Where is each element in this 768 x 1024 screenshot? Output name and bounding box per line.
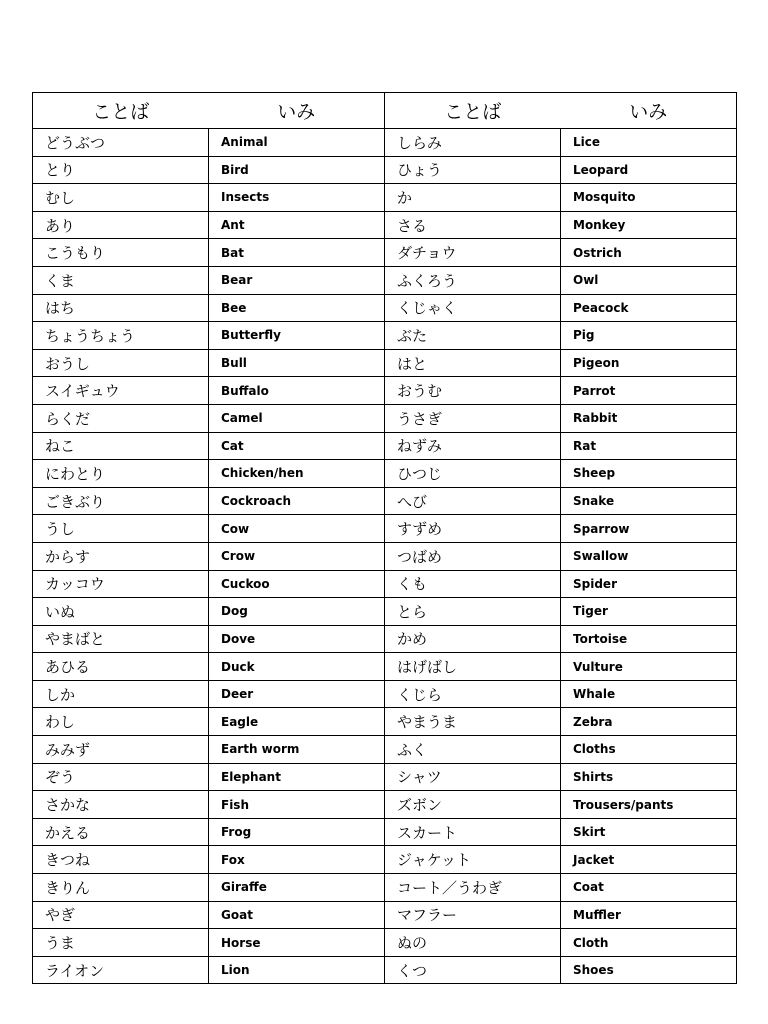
english-meaning: Duck: [209, 653, 385, 681]
english-meaning: Dog: [209, 598, 385, 626]
english-meaning: Cuckoo: [209, 570, 385, 598]
table-row: [33, 432, 737, 460]
japanese-word: しか: [33, 680, 209, 708]
japanese-word: あり: [33, 211, 209, 239]
english-meaning: Animal: [209, 129, 385, 157]
english-meaning: Bat: [209, 239, 385, 267]
vocabulary-table: [32, 92, 737, 984]
japanese-word: ぶた: [385, 322, 561, 350]
header-word-right: ことば: [444, 101, 502, 123]
japanese-word: シャツ: [385, 763, 561, 791]
japanese-word: さる: [385, 211, 561, 239]
table-row: [33, 184, 737, 212]
table-row: [33, 129, 737, 157]
japanese-word: はち: [33, 294, 209, 322]
table-row: [33, 846, 737, 874]
english-meaning: Ostrich: [561, 239, 737, 267]
table-row: [33, 460, 737, 488]
english-meaning: Whale: [561, 680, 737, 708]
english-meaning: Bee: [209, 294, 385, 322]
english-meaning: Chicken/hen: [209, 460, 385, 488]
english-meaning: Bird: [209, 156, 385, 184]
header-left: [33, 93, 385, 129]
japanese-word: ちょうちょう: [33, 322, 209, 350]
japanese-word: ふく: [385, 736, 561, 764]
english-meaning: Cockroach: [209, 487, 385, 515]
english-meaning: Cow: [209, 515, 385, 543]
japanese-word: かめ: [385, 625, 561, 653]
japanese-word: ぬの: [385, 929, 561, 957]
table-row: [33, 874, 737, 902]
japanese-word: とら: [385, 598, 561, 626]
english-meaning: Cloth: [561, 929, 737, 957]
english-meaning: Muffler: [561, 901, 737, 929]
japanese-word: とり: [33, 156, 209, 184]
japanese-word: マフラー: [385, 901, 561, 929]
japanese-word: こうもり: [33, 239, 209, 267]
japanese-word: ひつじ: [385, 460, 561, 488]
japanese-word: みみず: [33, 736, 209, 764]
english-meaning: Owl: [561, 266, 737, 294]
english-meaning: Jacket: [561, 846, 737, 874]
english-meaning: Peacock: [561, 294, 737, 322]
english-meaning: Lice: [561, 129, 737, 157]
japanese-word: スカート: [385, 818, 561, 846]
english-meaning: Fish: [209, 791, 385, 819]
english-meaning: Leopard: [561, 156, 737, 184]
table-row: [33, 542, 737, 570]
table-row: [33, 901, 737, 929]
table-row: [33, 294, 737, 322]
english-meaning: Zebra: [561, 708, 737, 736]
english-meaning: Insects: [209, 184, 385, 212]
japanese-word: ライオン: [33, 956, 209, 984]
japanese-word: くじら: [385, 680, 561, 708]
table-row: [33, 598, 737, 626]
japanese-word: はげばし: [385, 653, 561, 681]
japanese-word: ごきぶり: [33, 487, 209, 515]
english-meaning: Shoes: [561, 956, 737, 984]
japanese-word: かえる: [33, 818, 209, 846]
table-row: [33, 570, 737, 598]
table-row: [33, 322, 737, 350]
english-meaning: Pigeon: [561, 349, 737, 377]
table-row: [33, 239, 737, 267]
japanese-word: やまばと: [33, 625, 209, 653]
japanese-word: どうぶつ: [33, 129, 209, 157]
japanese-word: ズボン: [385, 791, 561, 819]
japanese-word: スイギュウ: [33, 377, 209, 405]
english-meaning: Deer: [209, 680, 385, 708]
japanese-word: へび: [385, 487, 561, 515]
japanese-word: やまうま: [385, 708, 561, 736]
english-meaning: Rabbit: [561, 404, 737, 432]
table-row: [33, 404, 737, 432]
english-meaning: Skirt: [561, 818, 737, 846]
table-row: [33, 653, 737, 681]
english-meaning: Crow: [209, 542, 385, 570]
english-meaning: Butterfly: [209, 322, 385, 350]
table-row: [33, 956, 737, 984]
table-row: [33, 763, 737, 791]
japanese-word: しらみ: [385, 129, 561, 157]
japanese-word: うま: [33, 929, 209, 957]
japanese-word: すずめ: [385, 515, 561, 543]
table-row: [33, 736, 737, 764]
english-meaning: Sheep: [561, 460, 737, 488]
table-row: [33, 377, 737, 405]
japanese-word: ぞう: [33, 763, 209, 791]
table-row: [33, 211, 737, 239]
table-row: [33, 625, 737, 653]
english-meaning: Goat: [209, 901, 385, 929]
table-row: [33, 349, 737, 377]
japanese-word: ひょう: [385, 156, 561, 184]
japanese-word: さかな: [33, 791, 209, 819]
english-meaning: Monkey: [561, 211, 737, 239]
japanese-word: あひる: [33, 653, 209, 681]
table-row: [33, 818, 737, 846]
english-meaning: Bear: [209, 266, 385, 294]
english-meaning: Fox: [209, 846, 385, 874]
japanese-word: ねずみ: [385, 432, 561, 460]
english-meaning: Snake: [561, 487, 737, 515]
english-meaning: Elephant: [209, 763, 385, 791]
japanese-word: むし: [33, 184, 209, 212]
japanese-word: にわとり: [33, 460, 209, 488]
english-meaning: Giraffe: [209, 874, 385, 902]
japanese-word: くも: [385, 570, 561, 598]
table-row: [33, 680, 737, 708]
japanese-word: きりん: [33, 874, 209, 902]
english-meaning: Horse: [209, 929, 385, 957]
japanese-word: わし: [33, 708, 209, 736]
english-meaning: Mosquito: [561, 184, 737, 212]
header-word-left: ことば: [92, 101, 150, 123]
japanese-word: うし: [33, 515, 209, 543]
japanese-word: おうむ: [385, 377, 561, 405]
english-meaning: Earth worm: [209, 736, 385, 764]
english-meaning: Eagle: [209, 708, 385, 736]
english-meaning: Swallow: [561, 542, 737, 570]
table-row: [33, 515, 737, 543]
japanese-word: おうし: [33, 349, 209, 377]
english-meaning: Cat: [209, 432, 385, 460]
japanese-word: ジャケット: [385, 846, 561, 874]
english-meaning: Vulture: [561, 653, 737, 681]
japanese-word: ダチョウ: [385, 239, 561, 267]
japanese-word: ねこ: [33, 432, 209, 460]
english-meaning: Bull: [209, 349, 385, 377]
japanese-word: やぎ: [33, 901, 209, 929]
english-meaning: Trousers/pants: [561, 791, 737, 819]
english-meaning: Cloths: [561, 736, 737, 764]
japanese-word: はと: [385, 349, 561, 377]
english-meaning: Tiger: [561, 598, 737, 626]
japanese-word: ふくろう: [385, 266, 561, 294]
japanese-word: くじゃく: [385, 294, 561, 322]
japanese-word: つばめ: [385, 542, 561, 570]
header-row: [33, 93, 737, 129]
header-meaning-right: いみ: [629, 101, 668, 123]
english-meaning: Frog: [209, 818, 385, 846]
japanese-word: いぬ: [33, 598, 209, 626]
japanese-word: きつね: [33, 846, 209, 874]
table-row: [33, 156, 737, 184]
table-row: [33, 708, 737, 736]
english-meaning: Parrot: [561, 377, 737, 405]
japanese-word: うさぎ: [385, 404, 561, 432]
table-row: [33, 929, 737, 957]
english-meaning: Camel: [209, 404, 385, 432]
english-meaning: Tortoise: [561, 625, 737, 653]
table-row: [33, 791, 737, 819]
table-row: [33, 266, 737, 294]
japanese-word: からす: [33, 542, 209, 570]
english-meaning: Lion: [209, 956, 385, 984]
english-meaning: Spider: [561, 570, 737, 598]
english-meaning: Dove: [209, 625, 385, 653]
table-row: [33, 487, 737, 515]
header-meaning-left: いみ: [277, 101, 316, 123]
english-meaning: Pig: [561, 322, 737, 350]
english-meaning: Coat: [561, 874, 737, 902]
header-right: [385, 93, 737, 129]
english-meaning: Rat: [561, 432, 737, 460]
english-meaning: Shirts: [561, 763, 737, 791]
english-meaning: Sparrow: [561, 515, 737, 543]
japanese-word: らくだ: [33, 404, 209, 432]
japanese-word: か: [385, 184, 561, 212]
japanese-word: くま: [33, 266, 209, 294]
japanese-word: くつ: [385, 956, 561, 984]
english-meaning: Buffalo: [209, 377, 385, 405]
japanese-word: コート／うわぎ: [385, 874, 561, 902]
japanese-word: カッコウ: [33, 570, 209, 598]
english-meaning: Ant: [209, 211, 385, 239]
